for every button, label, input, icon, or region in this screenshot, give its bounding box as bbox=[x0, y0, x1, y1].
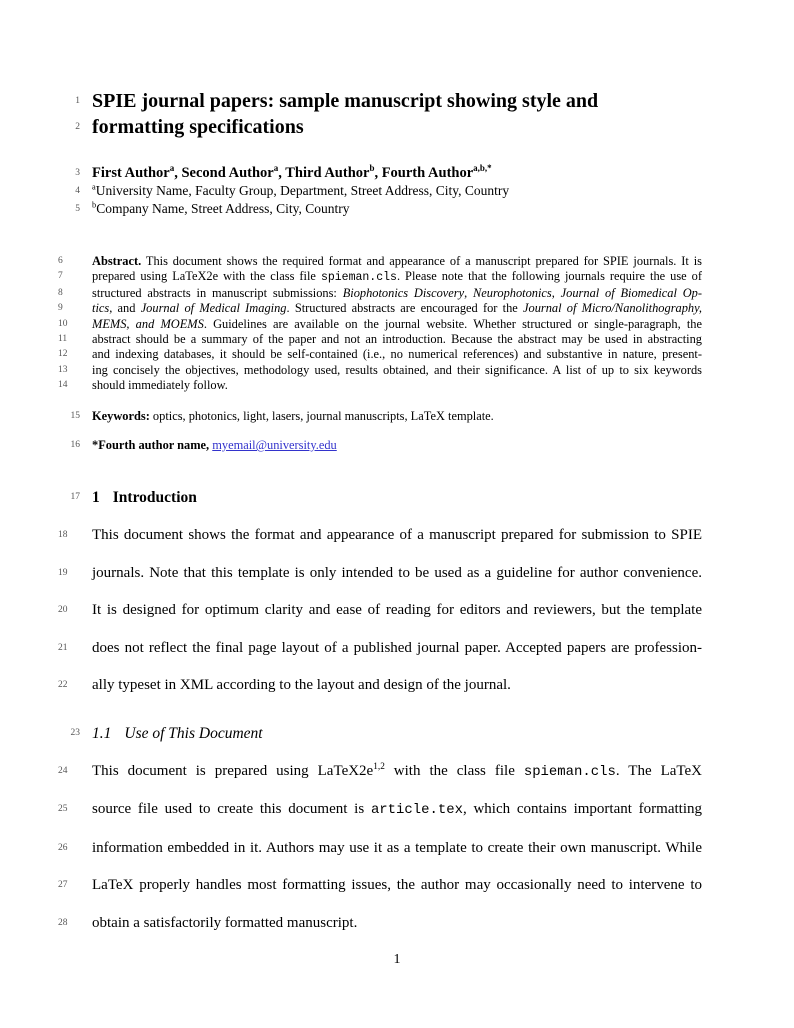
text-segment: , bbox=[464, 285, 474, 300]
line-content bbox=[92, 363, 702, 377]
line-content bbox=[92, 347, 702, 361]
text-segment: Journal of Medical Imaging bbox=[140, 301, 287, 316]
line-number: 26 bbox=[58, 842, 68, 853]
body-line bbox=[58, 592, 702, 630]
abstract-line bbox=[58, 269, 703, 285]
text-segment: , Second Author bbox=[174, 165, 274, 181]
body-line bbox=[58, 555, 702, 593]
paper-title-line bbox=[75, 88, 702, 114]
abstract-line bbox=[58, 254, 702, 269]
line-content bbox=[92, 254, 702, 268]
text-segment: with the class file bbox=[384, 762, 524, 779]
abstract-line bbox=[58, 347, 702, 362]
line-number: 10 bbox=[58, 318, 68, 329]
line-number: 3 bbox=[75, 168, 80, 178]
text-segment: Journal of Micro/Nanolithography, bbox=[523, 301, 703, 316]
line-number: 24 bbox=[58, 765, 68, 776]
body-line bbox=[58, 905, 702, 943]
text-segment: abstract should be a summary of the paper and not an introduction. Because the abstract may be used in abstracting bbox=[92, 332, 702, 347]
line-number: 22 bbox=[58, 680, 68, 691]
line-number: 8 bbox=[58, 287, 63, 298]
superscript: 1,2 bbox=[373, 761, 385, 772]
line-number: 7 bbox=[58, 271, 63, 282]
text-segment: ally typeset in XML according to the layout and design of the journal. bbox=[92, 677, 511, 694]
line-number: 13 bbox=[58, 364, 68, 375]
line-number: 18 bbox=[58, 530, 68, 541]
line-content bbox=[92, 640, 702, 656]
text-segment: Abstract. bbox=[92, 254, 142, 268]
line-number: 12 bbox=[58, 349, 68, 360]
line-content bbox=[92, 201, 350, 216]
text-segment: formatting specifications bbox=[92, 116, 304, 138]
superscript: a bbox=[169, 163, 175, 174]
text-segment: optics, photonics, light, lasers, journal manuscripts, LaTeX template. bbox=[149, 408, 494, 423]
line-content bbox=[92, 725, 263, 742]
text-segment: University Name, Faculty Group, Department, Street Address, City, Country bbox=[95, 183, 510, 198]
body-line bbox=[58, 753, 703, 792]
line-number: 17 bbox=[70, 492, 80, 503]
text-segment: LaTeX properly handles most formatting issues, the author may occasionally need to intervene to bbox=[92, 877, 702, 894]
line-content bbox=[92, 763, 702, 779]
superscript: b bbox=[369, 163, 375, 174]
text-segment: . Please note that the following journals require the use of bbox=[396, 269, 703, 284]
authors-line bbox=[75, 163, 702, 182]
text-segment: and indexing databases, it should be self-contained (i.e., no numerical references) and substantive in nature, present- bbox=[92, 347, 702, 362]
abstract-line bbox=[58, 316, 702, 332]
line-number: 19 bbox=[58, 567, 68, 578]
body-line bbox=[58, 830, 702, 868]
text-segment: . Guidelines are available on the journal website. Whether structured or single-paragraph, the bbox=[203, 316, 702, 331]
text-segment: , Fourth Author bbox=[374, 165, 474, 181]
line-number: 6 bbox=[58, 256, 63, 266]
body-line bbox=[58, 667, 702, 705]
text-segment: , which contains important formatting bbox=[462, 801, 702, 818]
text-segment: source file used to create this document is bbox=[92, 801, 371, 818]
text-segment: This document shows the required format and appearance of a manuscript prepared for SPIE journals. It is bbox=[141, 254, 702, 268]
page-number: 1 bbox=[393, 952, 401, 968]
text-segment: ing concisely the objectives, methodology used, results obtained, and their significance. A list of up to six keywords bbox=[92, 362, 702, 377]
abstract-line bbox=[58, 378, 702, 393]
text-segment: Biophotonics Discovery bbox=[342, 285, 465, 300]
text-segment: journals. Note that this template is only intended to be used as a guideline for author convenience. bbox=[92, 564, 702, 581]
line-content bbox=[92, 877, 702, 893]
section-heading bbox=[70, 488, 702, 507]
text-segment: MEMS, and MOEMS bbox=[92, 316, 204, 331]
text-segment: SPIE journal papers: sample manuscript showing style and bbox=[92, 90, 599, 112]
line-number: 11 bbox=[58, 334, 68, 345]
text-segment: Neurophotonics bbox=[473, 285, 552, 300]
text-segment: Company Name, Street Address, City, Country bbox=[96, 201, 350, 216]
line-number: 14 bbox=[58, 380, 68, 391]
text-segment: This document shows the format and appearance of a manuscript prepared for submission to SPIE bbox=[92, 527, 702, 544]
line-number: 21 bbox=[58, 642, 68, 653]
body-line bbox=[58, 630, 702, 668]
text-segment: should immediately follow. bbox=[92, 378, 228, 393]
email-link[interactable]: myemail@university.edu bbox=[212, 438, 337, 453]
text-segment: , bbox=[551, 285, 561, 300]
line-number: 2 bbox=[75, 122, 80, 132]
text-segment: does not reflect the final page layout of a published journal paper. Accepted papers are profession- bbox=[92, 639, 702, 656]
affiliation-line bbox=[75, 182, 702, 200]
line-content bbox=[92, 183, 509, 198]
text-segment: . The LaTeX bbox=[615, 762, 703, 779]
paper-title-line bbox=[75, 114, 702, 140]
text-segment: article.tex bbox=[370, 802, 463, 819]
text-segment: obtain a satisfactorily formatted manuscript. bbox=[92, 914, 358, 931]
line-content bbox=[92, 409, 494, 423]
text-segment: 1 bbox=[92, 489, 100, 507]
line-content bbox=[92, 489, 197, 506]
text-segment: prepared using LaTeX2e with the class file bbox=[92, 269, 321, 284]
line-number: 23 bbox=[70, 727, 80, 738]
text-segment: *Fourth author name, bbox=[92, 438, 213, 453]
text-segment: structured abstracts in manuscript submissions: bbox=[92, 285, 343, 300]
text-segment: Journal of Biomedical Op- bbox=[560, 285, 702, 300]
line-content bbox=[92, 317, 702, 331]
line-content bbox=[92, 677, 511, 693]
line-content bbox=[92, 602, 702, 618]
body-line bbox=[58, 791, 702, 830]
line-content bbox=[92, 301, 702, 315]
line-number: 1 bbox=[75, 96, 80, 106]
line-content bbox=[92, 801, 702, 817]
line-content bbox=[92, 332, 702, 346]
manuscript-lines bbox=[58, 88, 703, 942]
superscript: a bbox=[92, 182, 96, 192]
line-content bbox=[92, 527, 702, 543]
text-segment: . Structured abstracts are encouraged for the bbox=[286, 301, 524, 316]
line-number: 27 bbox=[58, 880, 68, 891]
line-content bbox=[92, 269, 702, 283]
text-segment: , and bbox=[109, 301, 141, 316]
superscript: a,b,* bbox=[473, 163, 492, 174]
line-number: 16 bbox=[70, 440, 80, 451]
text-segment: Keywords: bbox=[92, 408, 150, 423]
line-content bbox=[92, 378, 228, 392]
abstract-line bbox=[58, 285, 702, 301]
line-number: 9 bbox=[58, 303, 63, 314]
abstract-line bbox=[58, 301, 703, 316]
body-line bbox=[58, 517, 702, 555]
body-line bbox=[58, 867, 702, 905]
keywords-line bbox=[70, 408, 702, 424]
line-content bbox=[92, 116, 304, 138]
line-content bbox=[92, 565, 702, 581]
text-segment: spieman.cls bbox=[523, 763, 616, 780]
subsection-heading bbox=[70, 724, 702, 743]
abstract-line bbox=[58, 332, 702, 347]
text-segment: This document is prepared using LaTeX2e bbox=[92, 762, 374, 779]
line-number: 25 bbox=[58, 804, 68, 815]
line-content bbox=[92, 286, 702, 300]
text-segment: Use of This Document bbox=[124, 724, 263, 742]
line-number: 5 bbox=[75, 204, 80, 214]
line-content bbox=[92, 438, 337, 452]
superscript: b bbox=[92, 200, 97, 210]
line-content bbox=[92, 90, 598, 112]
line-content bbox=[92, 915, 357, 931]
text-segment: spieman.cls bbox=[320, 271, 397, 285]
footnote-line bbox=[70, 438, 702, 453]
line-number: 4 bbox=[75, 186, 80, 196]
text-segment: Introduction bbox=[112, 489, 197, 507]
line-content bbox=[92, 165, 492, 181]
text-segment: It is designed for optimum clarity and ease of reading for editors and reviewers, but the template bbox=[92, 602, 702, 619]
abstract-line bbox=[58, 362, 702, 378]
text-segment: tics bbox=[92, 301, 110, 316]
line-number: 20 bbox=[58, 605, 68, 616]
line-number: 28 bbox=[58, 917, 68, 928]
superscript: a bbox=[273, 163, 279, 174]
text-segment: First Author bbox=[92, 165, 170, 181]
text-segment: 1.1 bbox=[92, 724, 112, 742]
text-segment: information embedded in it. Authors may use it as a template to create their own manuscript. While bbox=[92, 839, 702, 856]
line-content bbox=[92, 840, 702, 856]
text-segment: , Third Author bbox=[278, 165, 370, 181]
affiliation-line bbox=[75, 200, 702, 218]
line-number: 15 bbox=[70, 410, 80, 421]
